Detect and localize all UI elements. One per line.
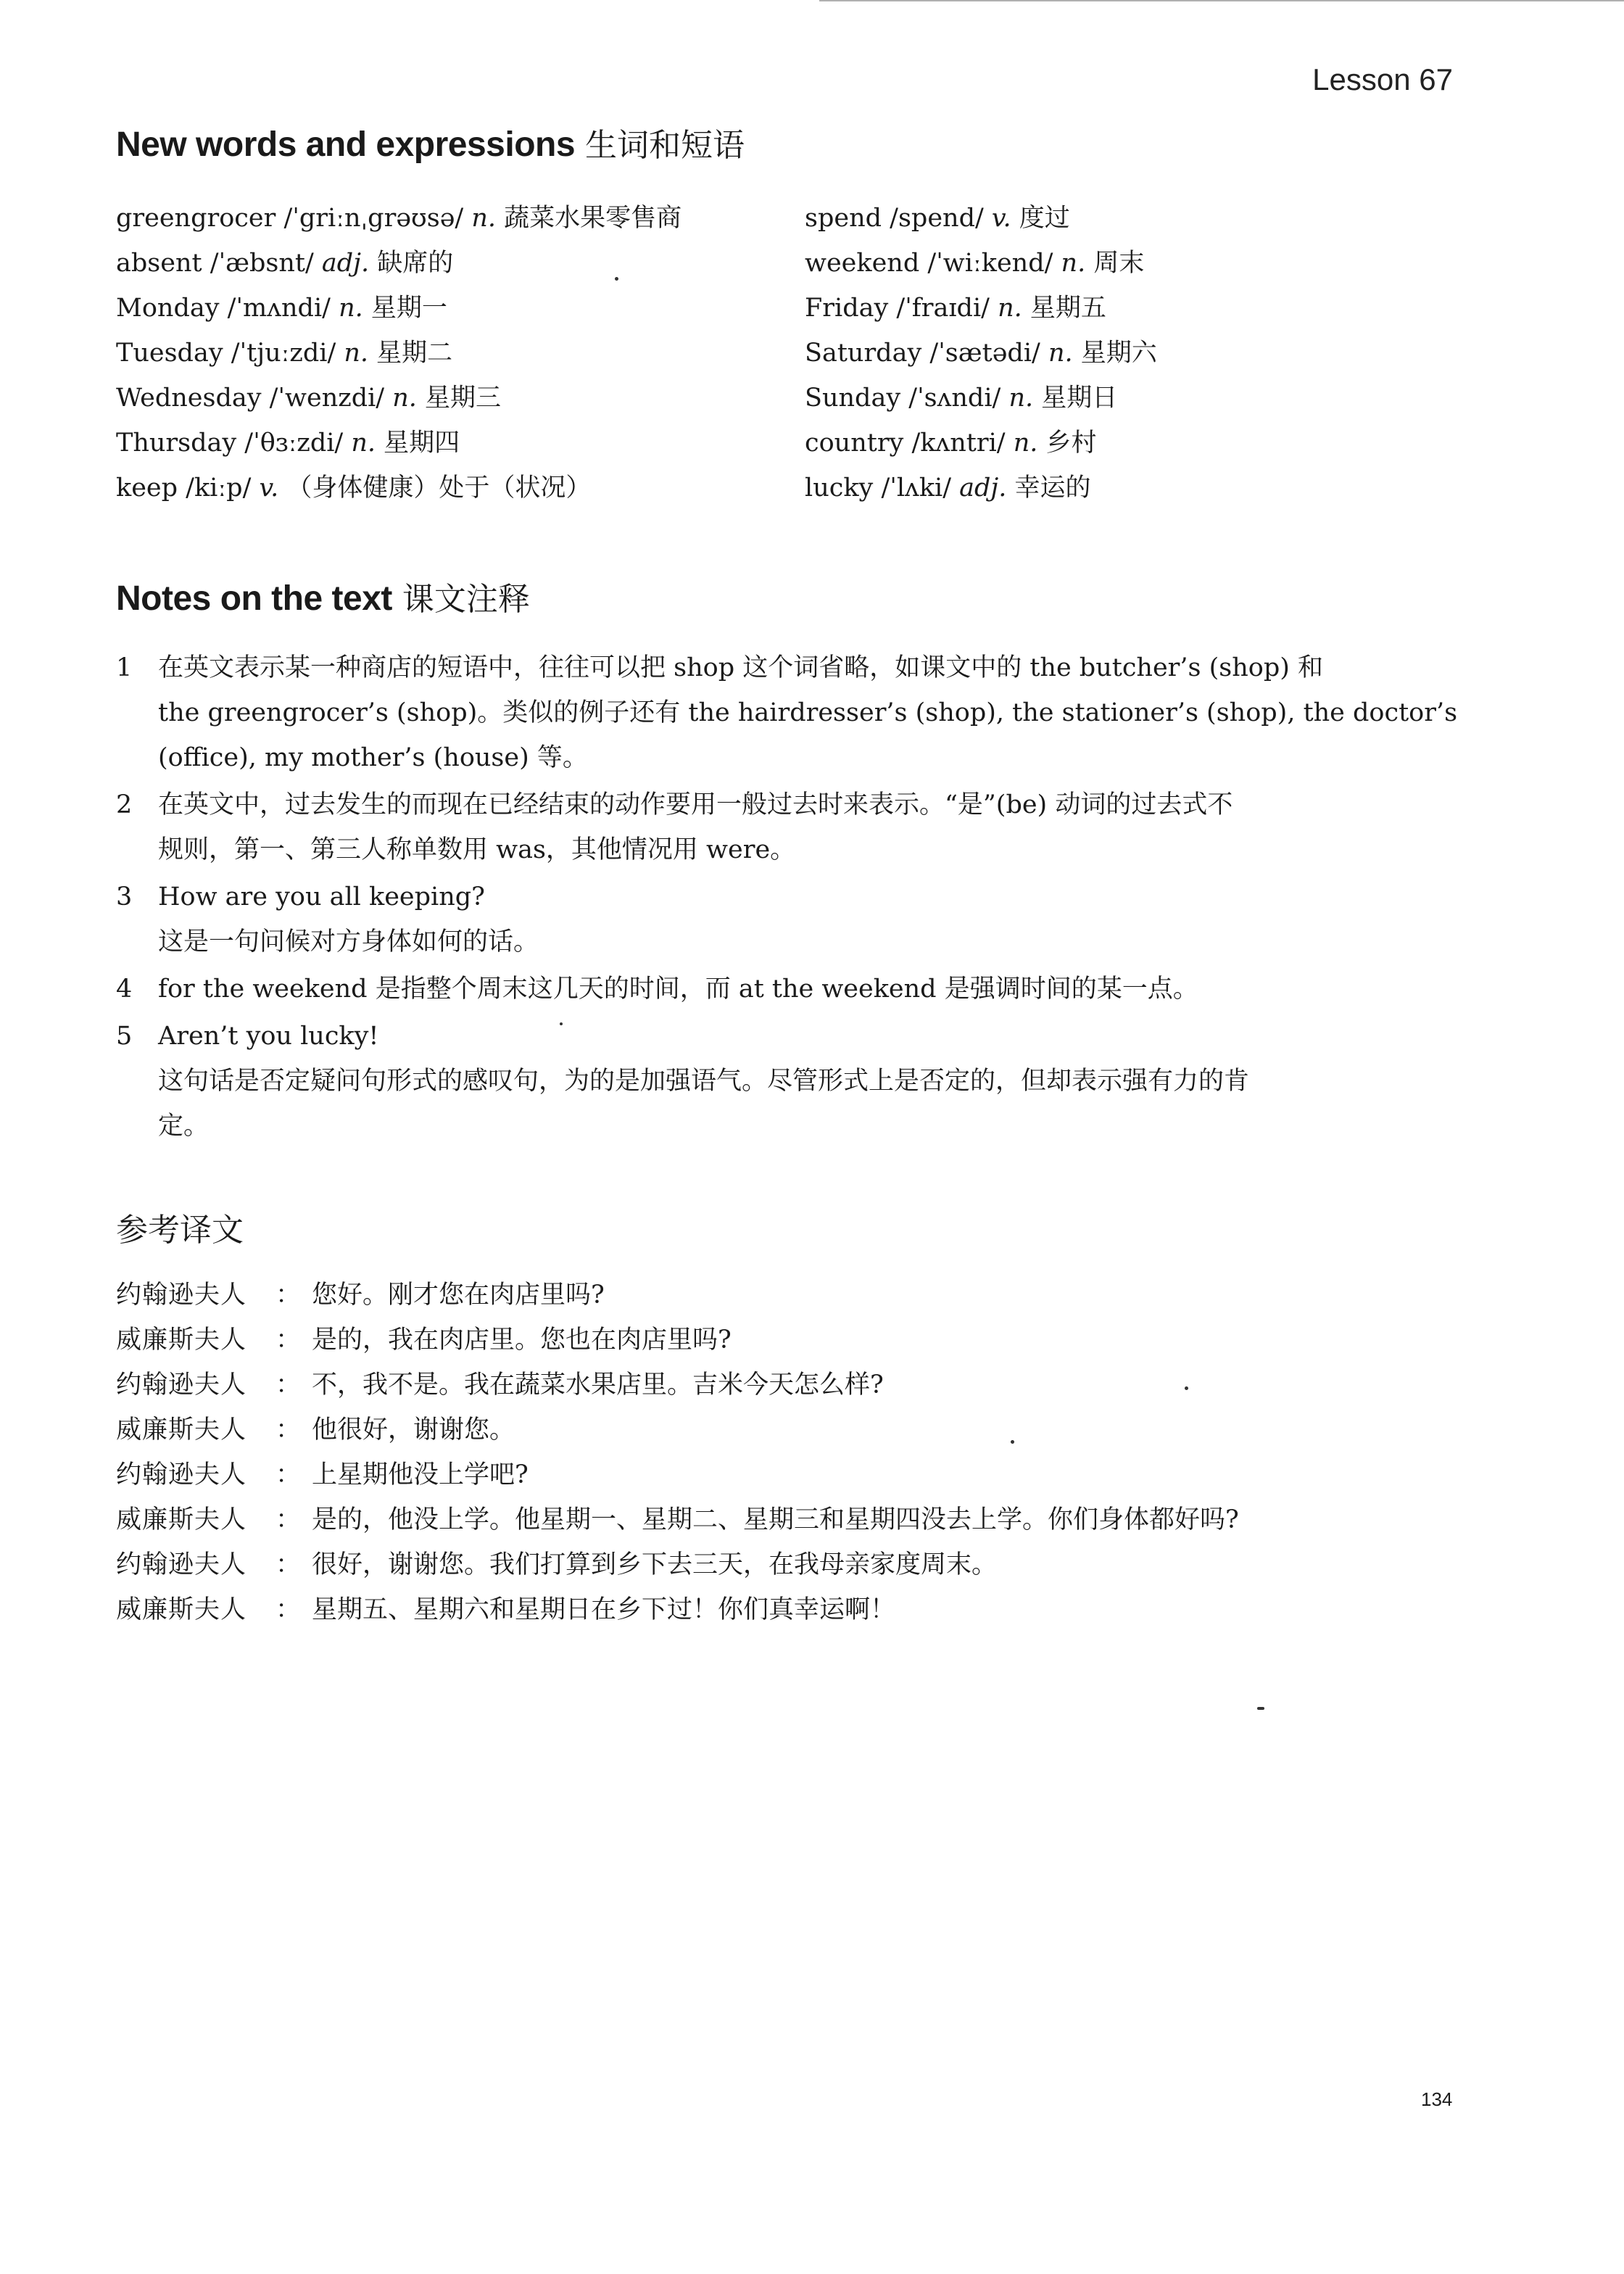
scan-speck — [1257, 1707, 1264, 1710]
translation-heading — [116, 1204, 244, 1250]
vocab-phonetic: /ˈmʌndi/ — [219, 294, 339, 323]
vocab-word: country — [805, 429, 904, 458]
scan-speck — [1185, 1386, 1188, 1390]
dialogue-colon: ： — [276, 1505, 302, 1534]
note-line: Aren’t you lucky! — [158, 1022, 379, 1051]
vocab-pos: v. — [259, 474, 279, 503]
vocab-pos: v. — [991, 204, 1011, 233]
dialogue-text: 上星期他没上学吧? — [312, 1460, 529, 1489]
note-number: 3 — [116, 882, 133, 911]
dialogue-line — [116, 1452, 1239, 1497]
vocab-entry — [116, 241, 682, 286]
words-heading-en: New words and expressions — [116, 125, 576, 164]
note-number: 4 — [116, 975, 133, 1004]
dialogue-line — [116, 1587, 1239, 1632]
vocab-meaning: 幸运的 — [1006, 474, 1091, 503]
note-line: 在英文中，过去发生的而现在已经结束的动作要用一般过去时来表示。“是”(be) 动词的过去式不 — [158, 790, 1233, 819]
notes-heading-zh: 课文注释 — [402, 581, 530, 618]
vocab-pos: n. — [998, 294, 1022, 323]
vocab-phonetic: /ˈwiːkend/ — [919, 249, 1061, 278]
note-item — [116, 782, 1457, 872]
vocab-pos: n. — [1008, 384, 1034, 413]
vocab-meaning: 星期四 — [376, 429, 460, 458]
vocab-pos: adj. — [321, 249, 370, 278]
vocab-phonetic: /ˈsætədi/ — [921, 339, 1048, 368]
vocab-word: Friday — [805, 294, 889, 323]
dialogue-speaker: 威廉斯夫人 — [116, 1415, 247, 1444]
vocab-word: Wednesday — [116, 384, 262, 413]
note-line: 这句话是否定疑问句形式的感叹句，为的是加强语气。尽管形式上是否定的，但却表示强有力的肯 — [158, 1067, 1250, 1096]
note-number: 5 — [116, 1022, 133, 1051]
dialogue-speaker: 约翰逊夫人 — [116, 1370, 247, 1399]
vocab-phonetic: /ˈlʌki/ — [873, 474, 960, 503]
vocab-phonetic: /ˈwenzdi/ — [261, 384, 393, 413]
dialogue-text: 星期五、星期六和星期日在乡下过！你们真幸运啊！ — [312, 1595, 896, 1624]
vocab-meaning: 周末 — [1085, 249, 1145, 278]
vocab-pos: n. — [471, 204, 496, 233]
dialogue-line — [116, 1318, 1239, 1363]
vocab-meaning: 缺席的 — [369, 249, 454, 278]
dialogue-speaker: 约翰逊夫人 — [116, 1460, 247, 1489]
note-line: 定。 — [158, 1112, 210, 1141]
dialogue-text: 是的，我在肉店里。您也在肉店里吗? — [312, 1326, 732, 1355]
notes-list — [116, 645, 1457, 1151]
vocab-entry — [805, 196, 1157, 241]
lesson-label: Lesson 67 — [1312, 62, 1453, 96]
vocab-word: spend — [805, 204, 882, 233]
dialogue-colon: ： — [276, 1415, 302, 1444]
vocab-list-right — [805, 196, 1157, 510]
dialogue-text: 是的，他没上学。他星期一、星期二、星期三和星期四没去上学。你们身体都好吗? — [312, 1505, 1239, 1534]
note-item — [116, 967, 1457, 1012]
dialogue-line — [116, 1542, 1239, 1587]
vocab-pos: n. — [1048, 339, 1073, 368]
vocab-entry — [805, 421, 1157, 466]
dialogue-line — [116, 1363, 1239, 1407]
dialogue-line — [116, 1273, 1239, 1318]
note-line: the greengrocer’s (shop)。类似的例子还有 the hairdresser’s (shop), the stationer’s (shop), the doctor’s — [158, 698, 1458, 727]
vocab-phonetic: /ˈæbsnt/ — [202, 249, 322, 278]
vocab-list-left — [116, 196, 682, 510]
notes-heading-en: Notes on the text — [116, 579, 392, 618]
vocab-meaning: 蔬菜水果零售商 — [496, 204, 682, 233]
vocab-entry — [116, 331, 682, 376]
vocab-word: Thursday — [116, 429, 237, 458]
dialogue-colon: ： — [276, 1595, 302, 1624]
vocab-word: Tuesday — [116, 339, 223, 368]
note-line: for the weekend 是指整个周末这几天的时间，而 at the weekend 是强调时间的某一点。 — [158, 975, 1198, 1004]
vocab-meaning: 星期一 — [362, 294, 447, 323]
dialogue-colon: ： — [276, 1460, 302, 1489]
vocab-pos: n. — [351, 429, 376, 458]
words-heading-zh: 生词和短语 — [585, 127, 745, 164]
dialogue-line — [116, 1497, 1239, 1542]
vocab-meaning: 度过 — [1011, 204, 1070, 233]
vocab-meaning: 星期二 — [368, 339, 453, 368]
vocab-pos: adj. — [959, 474, 1007, 503]
notes-heading — [116, 573, 530, 619]
page-number: 134 — [1421, 2088, 1453, 2110]
note-line: (office), my mother’s (house) 等。 — [158, 743, 588, 772]
note-line: 这是一句问候对方身体如何的话。 — [158, 927, 539, 956]
note-body — [158, 875, 1457, 964]
vocab-phonetic: /ˈgriːnˌgrəʊsə/ — [276, 204, 472, 233]
dialogue-text: 不，我不是。我在蔬菜水果店里。吉米今天怎么样? — [312, 1370, 884, 1399]
vocab-phonetic: /ˈsʌndi/ — [900, 384, 1009, 413]
vocab-pos: n. — [1061, 249, 1086, 278]
top-rule — [819, 0, 1624, 1]
translation-dialogue — [116, 1273, 1239, 1632]
dialogue-speaker: 威廉斯夫人 — [116, 1595, 247, 1624]
note-number: 2 — [116, 790, 133, 819]
dialogue-text: 您好。刚才您在肉店里吗? — [312, 1281, 605, 1310]
vocab-entry — [805, 241, 1157, 286]
dialogue-colon: ： — [276, 1370, 302, 1399]
vocab-pos: n. — [344, 339, 369, 368]
vocab-entry — [116, 376, 682, 421]
scan-speck — [615, 277, 618, 281]
vocab-word: lucky — [805, 474, 874, 503]
words-heading — [116, 119, 745, 165]
vocab-entry — [116, 466, 682, 510]
dialogue-speaker: 约翰逊夫人 — [116, 1281, 247, 1310]
vocab-entry — [805, 286, 1157, 331]
note-item — [116, 1014, 1457, 1149]
dialogue-colon: ： — [276, 1326, 302, 1355]
vocab-pos: n. — [339, 294, 363, 323]
vocab-meaning: 星期三 — [416, 384, 502, 413]
vocab-phonetic: /ˈfraɪdi/ — [888, 294, 998, 323]
note-line: 在英文表示某一种商店的短语中，往往可以把 shop 这个词省略，如课文中的 the butcher’s (shop) 和 — [158, 653, 1324, 682]
note-body — [158, 645, 1457, 780]
vocab-word: Sunday — [805, 384, 901, 413]
vocab-meaning: 星期日 — [1033, 384, 1118, 413]
scan-speck — [1011, 1440, 1014, 1444]
scan-speck — [560, 1022, 563, 1025]
vocab-phonetic: /ˈtjuːzdi/ — [223, 339, 344, 368]
vocab-entry — [805, 376, 1157, 421]
vocab-pos: n. — [1013, 429, 1038, 458]
dialogue-speaker: 威廉斯夫人 — [116, 1505, 247, 1534]
vocab-word: Saturday — [805, 339, 922, 368]
dialogue-text: 很好，谢谢您。我们打算到乡下去三天，在我母亲家度周末。 — [312, 1550, 998, 1579]
vocab-meaning: （身体健康）处于（状况） — [278, 474, 592, 503]
vocab-word: keep — [116, 474, 178, 503]
dialogue-colon: ： — [276, 1281, 302, 1310]
vocab-phonetic: /ˈθɜːzdi/ — [236, 429, 352, 458]
dialogue-colon: ： — [276, 1550, 302, 1579]
vocab-pos: n. — [392, 384, 417, 413]
vocab-word: weekend — [805, 249, 920, 278]
vocab-meaning: 星期五 — [1022, 294, 1106, 323]
dialogue-speaker: 约翰逊夫人 — [116, 1550, 247, 1579]
dialogue-line — [116, 1407, 1239, 1452]
translation-heading-zh: 参考译文 — [116, 1212, 244, 1249]
note-line: 规则，第一、第三人称单数用 was，其他情况用 were。 — [158, 835, 796, 864]
dialogue-text: 他很好，谢谢您。 — [312, 1415, 515, 1444]
vocab-entry — [116, 286, 682, 331]
vocab-entry — [116, 196, 682, 241]
note-item — [116, 875, 1457, 964]
vocab-phonetic: /spend/ — [882, 204, 992, 233]
note-line: How are you all keeping? — [158, 882, 485, 911]
note-body — [158, 1014, 1457, 1149]
vocab-entry — [805, 466, 1157, 510]
vocab-entry — [116, 421, 682, 466]
vocab-word: greengrocer — [116, 204, 276, 233]
vocab-phonetic: /kiːp/ — [178, 474, 260, 503]
vocab-word: Monday — [116, 294, 220, 323]
vocab-entry — [805, 331, 1157, 376]
note-body — [158, 967, 1457, 1012]
vocab-word: absent — [116, 249, 202, 278]
note-number: 1 — [116, 653, 133, 682]
vocab-meaning: 乡村 — [1037, 429, 1097, 458]
dialogue-speaker: 威廉斯夫人 — [116, 1326, 247, 1355]
vocab-phonetic: /kʌntri/ — [903, 429, 1014, 458]
note-item — [116, 645, 1457, 780]
note-body — [158, 782, 1457, 872]
vocab-meaning: 星期六 — [1072, 339, 1157, 368]
